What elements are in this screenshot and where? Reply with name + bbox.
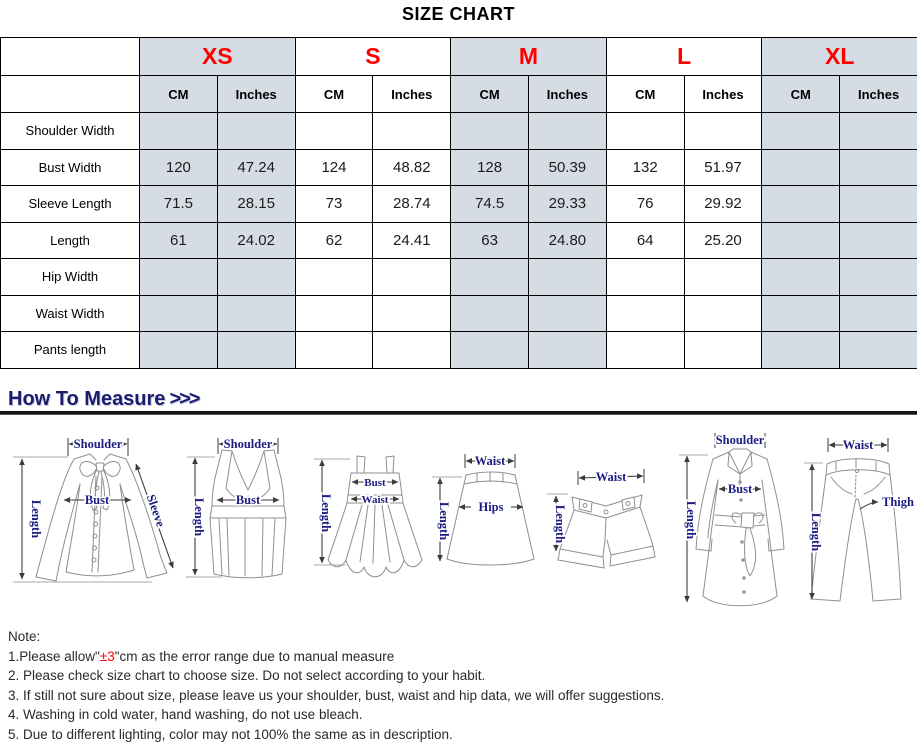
size-chart-table bbox=[0, 37, 917, 369]
row-label-cell: Hip Width bbox=[1, 259, 140, 296]
table-row bbox=[1, 332, 917, 369]
value-cell: 29.33 bbox=[528, 186, 606, 223]
value-cell: 28.74 bbox=[373, 186, 451, 223]
value-cell bbox=[606, 295, 684, 332]
value-cell: 64 bbox=[606, 222, 684, 259]
value-cell bbox=[295, 113, 373, 150]
value-cell bbox=[528, 295, 606, 332]
table-row bbox=[1, 259, 917, 296]
table-row bbox=[1, 295, 917, 332]
table-row bbox=[1, 149, 917, 186]
row-label-cell: Length bbox=[1, 222, 140, 259]
row-label-cell: Bust Width bbox=[1, 149, 140, 186]
value-cell: 24.80 bbox=[528, 222, 606, 259]
value-cell bbox=[373, 332, 451, 369]
value-cell: 24.41 bbox=[373, 222, 451, 259]
value-cell bbox=[840, 186, 917, 223]
size-header-m: M bbox=[451, 38, 607, 76]
value-cell bbox=[684, 332, 762, 369]
value-cell bbox=[295, 295, 373, 332]
coat-drawing bbox=[679, 433, 784, 606]
value-cell: 51.97 bbox=[684, 149, 762, 186]
shorts-waist-label: Waist bbox=[595, 470, 627, 484]
value-cell bbox=[217, 259, 295, 296]
table-row bbox=[1, 222, 917, 259]
value-cell: 62 bbox=[295, 222, 373, 259]
note1-prefix: 1.Please allow" bbox=[8, 648, 100, 664]
skirt-hips-label: Hips bbox=[478, 500, 504, 514]
corner-cell bbox=[1, 76, 140, 113]
value-cell: 124 bbox=[295, 149, 373, 186]
notes-heading: Note: bbox=[8, 629, 41, 644]
table-row bbox=[1, 186, 917, 223]
unit-header-row bbox=[1, 76, 917, 113]
blouse-length-label: Length bbox=[29, 499, 43, 539]
dress-waist-label: Waist bbox=[361, 494, 389, 506]
unit-header-cell: Inches bbox=[684, 76, 762, 113]
shorts-length-label: Length bbox=[553, 504, 567, 544]
value-cell bbox=[684, 295, 762, 332]
size-header-s: S bbox=[295, 38, 451, 76]
notes-section bbox=[8, 627, 913, 744]
vest-drawing bbox=[186, 437, 286, 578]
value-cell bbox=[528, 113, 606, 150]
value-cell bbox=[217, 295, 295, 332]
value-cell: 61 bbox=[140, 222, 218, 259]
value-cell bbox=[295, 259, 373, 296]
value-cell bbox=[762, 332, 840, 369]
value-cell bbox=[762, 222, 840, 259]
blouse-bust-label: Bust bbox=[84, 493, 110, 507]
value-cell: 120 bbox=[140, 149, 218, 186]
value-cell bbox=[140, 295, 218, 332]
coat-shoulder-label: Shoulder bbox=[715, 433, 765, 447]
value-cell bbox=[684, 259, 762, 296]
value-cell bbox=[451, 113, 529, 150]
size-header-xs: XS bbox=[140, 38, 296, 76]
value-cell: 24.02 bbox=[217, 222, 295, 259]
unit-header-cell: Inches bbox=[840, 76, 917, 113]
coat-length-label: Length bbox=[684, 500, 698, 540]
row-label-cell: Sleeve Length bbox=[1, 186, 140, 223]
value-cell bbox=[217, 113, 295, 150]
value-cell bbox=[762, 259, 840, 296]
measure-diagram bbox=[0, 415, 917, 627]
value-cell bbox=[373, 295, 451, 332]
value-cell bbox=[295, 332, 373, 369]
size-header-xl: XL bbox=[762, 38, 917, 76]
value-cell bbox=[451, 295, 529, 332]
vest-bust-label: Bust bbox=[235, 493, 261, 507]
unit-header-cell: CM bbox=[762, 76, 840, 113]
page-title: SIZE CHART bbox=[402, 4, 515, 24]
corner-cell bbox=[1, 38, 140, 76]
skirt-drawing bbox=[432, 454, 534, 565]
value-cell bbox=[762, 149, 840, 186]
row-label-cell: Pants length bbox=[1, 332, 140, 369]
value-cell: 63 bbox=[451, 222, 529, 259]
note-item-3: 3. If still not sure about size, please leave us your shoulder, bust, waist and hip data, we will offer suggestions. bbox=[8, 687, 665, 703]
unit-header-cell: Inches bbox=[528, 76, 606, 113]
value-cell bbox=[140, 332, 218, 369]
value-cell bbox=[762, 186, 840, 223]
dress-drawing bbox=[314, 456, 422, 577]
value-cell bbox=[451, 259, 529, 296]
skirt-waist-label: Waist bbox=[474, 454, 506, 468]
how-to-measure-text: How To Measure bbox=[8, 388, 166, 410]
pants-length-label: Length bbox=[809, 512, 823, 552]
blouse-shoulder-label: Shoulder bbox=[73, 437, 123, 451]
blouse-sleeve-label: Sleeve bbox=[143, 492, 168, 529]
pants-drawing bbox=[804, 438, 914, 601]
value-cell bbox=[762, 295, 840, 332]
how-to-measure-heading bbox=[8, 388, 198, 411]
value-cell bbox=[840, 332, 917, 369]
row-label-cell: Shoulder Width bbox=[1, 113, 140, 150]
value-cell: 132 bbox=[606, 149, 684, 186]
value-cell bbox=[840, 222, 917, 259]
table-row bbox=[1, 113, 917, 150]
pants-thigh-label: Thigh bbox=[882, 495, 914, 509]
unit-header-cell: CM bbox=[295, 76, 373, 113]
value-cell bbox=[528, 332, 606, 369]
vest-length-label: Length bbox=[192, 497, 206, 537]
value-cell: 71.5 bbox=[140, 186, 218, 223]
shorts-drawing bbox=[547, 469, 655, 568]
unit-header-cell: CM bbox=[140, 76, 218, 113]
value-cell bbox=[840, 259, 917, 296]
value-cell: 128 bbox=[451, 149, 529, 186]
value-cell: 29.92 bbox=[684, 186, 762, 223]
value-cell: 48.82 bbox=[373, 149, 451, 186]
value-cell bbox=[840, 113, 917, 150]
vest-shoulder-label: Shoulder bbox=[223, 437, 273, 451]
value-cell: 47.24 bbox=[217, 149, 295, 186]
value-cell bbox=[373, 259, 451, 296]
unit-header-cell: CM bbox=[451, 76, 529, 113]
pants-waist-label: Waist bbox=[842, 438, 874, 452]
unit-header-cell: Inches bbox=[373, 76, 451, 113]
coat-bust-label: Bust bbox=[727, 482, 753, 496]
note1-tolerance-value: ±3 bbox=[99, 648, 115, 664]
value-cell bbox=[606, 332, 684, 369]
size-header-l: L bbox=[606, 38, 762, 76]
chevrons-decoration: >>> bbox=[169, 388, 199, 410]
value-cell bbox=[451, 332, 529, 369]
dress-length-label: Length bbox=[319, 493, 333, 533]
row-label-cell: Waist Width bbox=[1, 295, 140, 332]
value-cell: 73 bbox=[295, 186, 373, 223]
note1-suffix: "cm as the error range due to manual measure bbox=[114, 648, 395, 664]
value-cell bbox=[373, 113, 451, 150]
value-cell bbox=[606, 113, 684, 150]
value-cell bbox=[140, 113, 218, 150]
note-item-4: 4. Washing in cold water, hand washing, do not use bleach. bbox=[8, 707, 363, 722]
skirt-length-label: Length bbox=[437, 501, 451, 541]
blouse-drawing bbox=[13, 437, 173, 582]
value-cell: 25.20 bbox=[684, 222, 762, 259]
size-header-row bbox=[1, 38, 917, 76]
value-cell bbox=[762, 113, 840, 150]
value-cell: 50.39 bbox=[528, 149, 606, 186]
dress-bust-label: Bust bbox=[364, 477, 386, 489]
value-cell: 28.15 bbox=[217, 186, 295, 223]
value-cell bbox=[528, 259, 606, 296]
value-cell bbox=[217, 332, 295, 369]
unit-header-cell: CM bbox=[606, 76, 684, 113]
note-item-2: 2. Please check size chart to choose size. Do not select according to your habit. bbox=[8, 668, 486, 683]
value-cell bbox=[140, 259, 218, 296]
value-cell bbox=[840, 149, 917, 186]
value-cell bbox=[606, 259, 684, 296]
value-cell bbox=[840, 295, 917, 332]
note-item-5: 5. Due to different lighting, color may not 100% the same as in description. bbox=[8, 726, 453, 742]
value-cell: 74.5 bbox=[451, 186, 529, 223]
note-item-1 bbox=[8, 647, 913, 667]
value-cell: 76 bbox=[606, 186, 684, 223]
value-cell bbox=[684, 113, 762, 150]
unit-header-cell: Inches bbox=[217, 76, 295, 113]
